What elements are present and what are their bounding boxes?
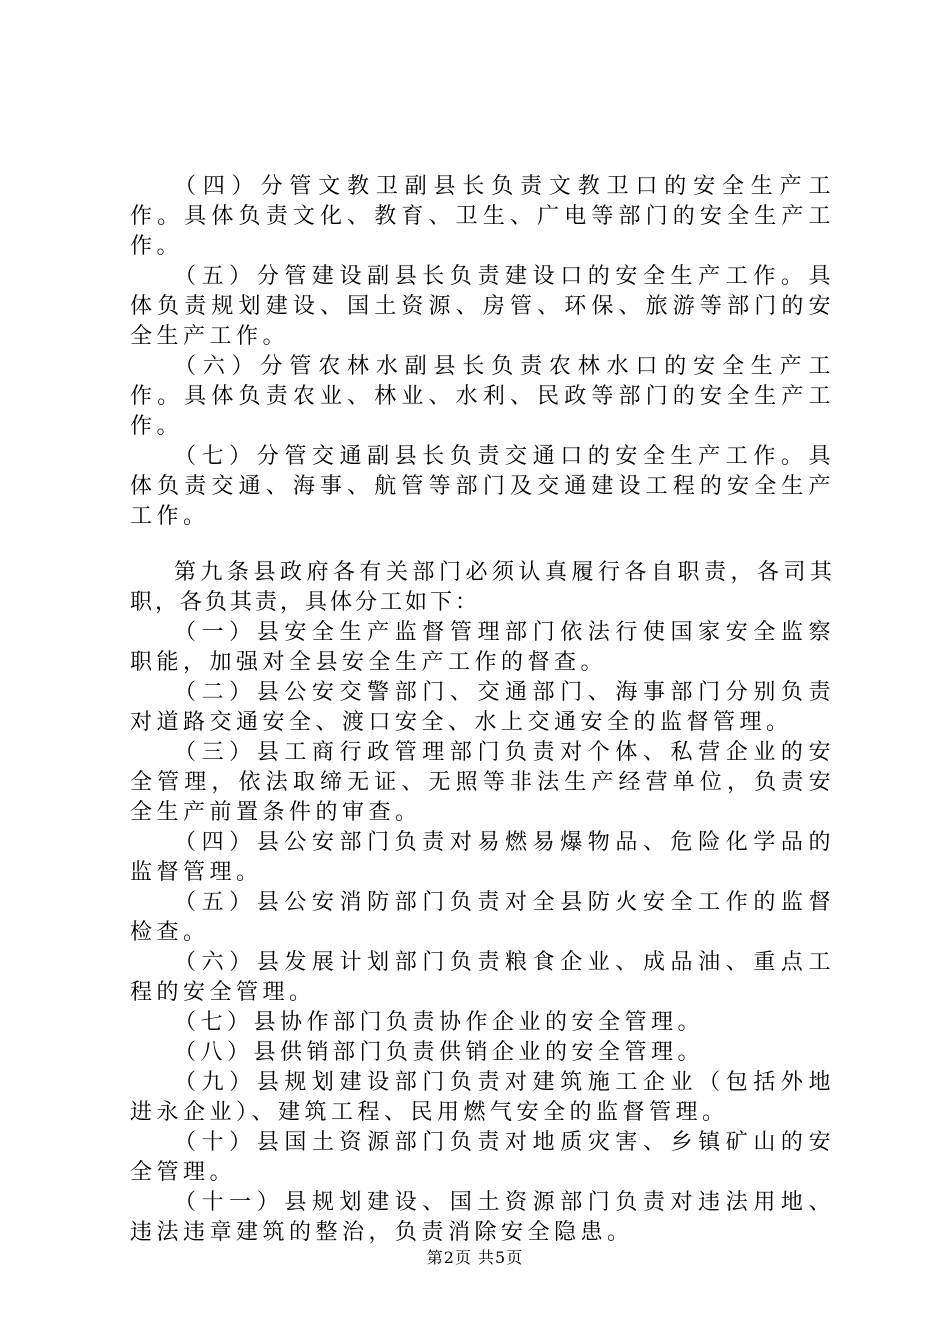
- document-body: [130, 172, 835, 1248]
- duty-5-fire-protection: （五）县公安消防部门负责对全县防火安全工作的监督检查。: [130, 890, 835, 945]
- duty-1-safety-supervision: （一）县安全生产监督管理部门依法行使国家安全监察职能，加强对全县安全生产工作的督查。: [130, 620, 835, 675]
- paragraph-6-agriculture-forestry-water: （六）分管农林水副县长负责农林水口的安全生产工作。具体负责农业、林业、水利、民政等部门的安全生产工作。: [130, 354, 835, 439]
- paragraph-4-culture-education-health: （四）分管文教卫副县长负责文教卫口的安全生产工作。具体负责文化、教育、卫生、广电等部门的安全生产工作。: [130, 174, 835, 259]
- duty-8-supply-marketing: （八）县供销部门负责供销企业的安全管理。: [174, 1040, 705, 1065]
- paragraph-7-transportation: （七）分管交通副县长负责交通口的安全生产工作。具体负责交通、海事、航管等部门及交通建设工程的安全生产工作。: [130, 444, 835, 529]
- duty-2-traffic-police: （二）县公安交警部门、交通部门、海事部门分别负责对道路交通安全、渡口安全、水上交通安全的监督管理。: [130, 680, 835, 735]
- duty-10-land-resources: （十）县国土资源部门负责对地质灾害、乡镇矿山的安全管理。: [130, 1130, 835, 1185]
- duty-6-development-planning: （六）县发展计划部门负责粮食企业、成品油、重点工程的安全管理。: [130, 950, 835, 1005]
- page-number-footer: 第2页 共5页: [426, 1248, 524, 1267]
- duty-7-cooperation: （七）县协作部门负责协作企业的安全管理。: [174, 1010, 705, 1035]
- paragraph-5-construction: （五）分管建设副县长负责建设口的安全生产工作。具体负责规划建设、国土资源、房管、环保、旅游等部门的安全生产工作。: [130, 264, 835, 349]
- duty-3-industry-commerce: （三）县工商行政管理部门负责对个体、私营企业的安全管理，依法取缔无证、无照等非法生产经营单位，负责安全生产前置条件的审查。: [130, 740, 835, 825]
- duty-4-public-security: （四）县公安部门负责对易燃易爆物品、危险化学品的监督管理。: [130, 830, 835, 885]
- duty-11-illegal-construction: （十一）县规划建设、国土资源部门负责对违法用地、违法违章建筑的整治，负责消除安全隐患。: [130, 1190, 835, 1245]
- duty-9-planning-construction: （九）县规划建设部门负责对建筑施工企业（包括外地进永企业）、建筑工程、民用燃气安全的监督管理。: [130, 1070, 835, 1125]
- article-9-heading: 第九条县政府各有关部门必须认真履行各自职责，各司其职，各负其责，具体分工如下：: [130, 560, 835, 615]
